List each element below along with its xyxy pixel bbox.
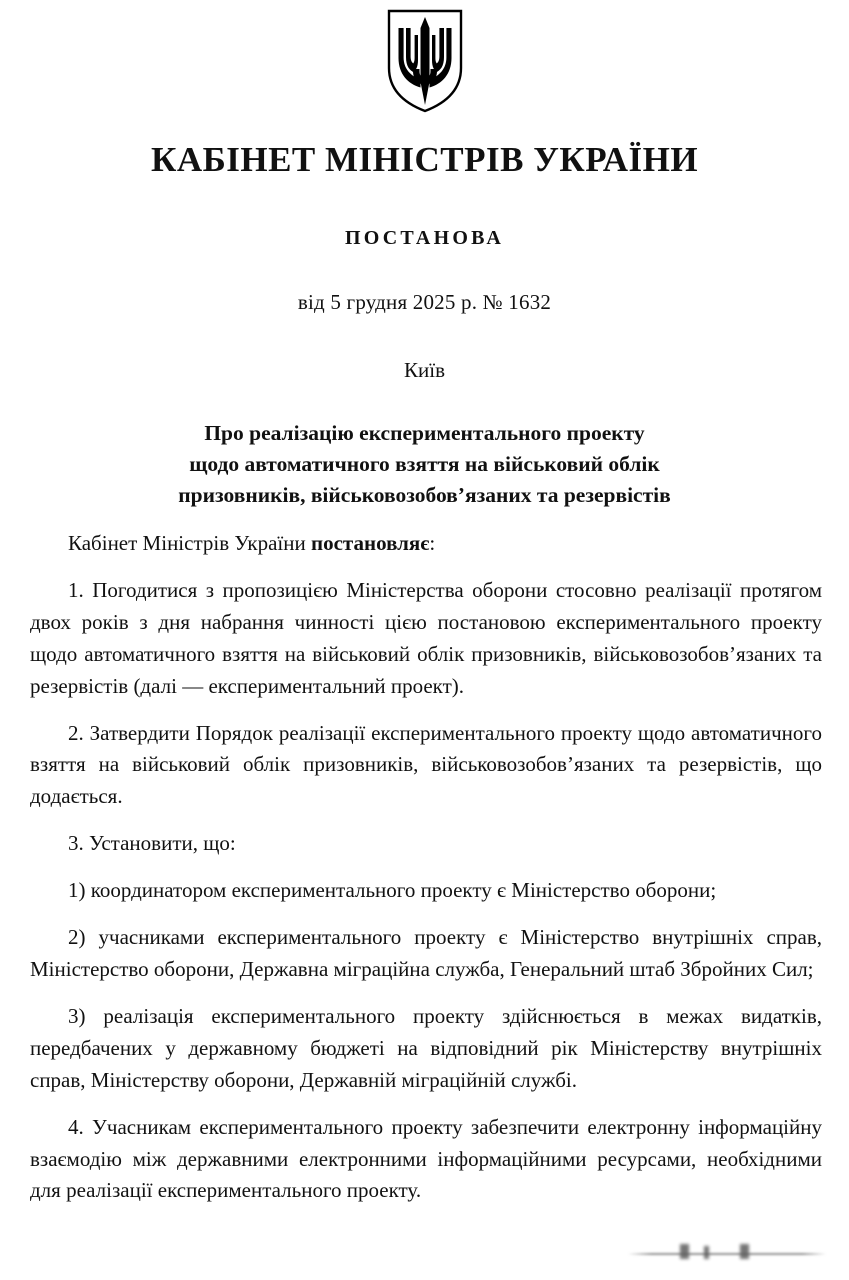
intro-emphasis: постановляє — [311, 531, 430, 555]
paragraph-3-item-1: 1) координатором експериментального проекту є Міністерство оборони; — [68, 878, 717, 903]
document-subject-heading — [0, 418, 849, 512]
smudge-bar-3 — [740, 1244, 749, 1259]
paragraph-2: 2. Затвердити Порядок реалізації експериментального проекту щодо автоматичного взяття на військовий облік призовників, військовозобов’язаних та резервістів, що додається. — [30, 720, 822, 809]
paragraph-4: 4. Учасникам експериментального проекту забезпечити електронну інформаційну взаємодію між державними електронними інформаційними ресурсами, необхідними для реалізації експериментального проекту. — [30, 1114, 822, 1203]
paragraph-3-item-3: 3) реалізація експериментального проекту здійснюється в межах видатків, передбачених у державному бюджеті на відповідний рік Міністерству внутрішніх справ, Міністерству оборони, Державній міграційній службі. — [30, 1003, 822, 1092]
document-body — [30, 528, 822, 1207]
emblem-container — [0, 8, 849, 114]
paragraph-3: 3. Установити, що: — [68, 831, 236, 856]
organization-title: КАБІНЕТ МІНІСТРІВ УКРАЇНИ — [150, 140, 699, 179]
smudge-bar-1 — [680, 1244, 689, 1259]
smudge-rule — [628, 1253, 826, 1255]
intro-lead: Кабінет Міністрів України — [68, 531, 311, 555]
subject-line-2: щодо автоматичного взяття на військовий облік — [189, 452, 660, 477]
subject-line-1: Про реалізацію експериментального проекту — [204, 421, 645, 445]
paragraph-3-item-2: 2) учасниками експериментального проекту є Міністерство внутрішніх справ, Міністерство оборони, Державна міграційна служба, Генеральний штаб Збройних Сил; — [30, 925, 822, 981]
document-city: Київ — [404, 358, 445, 383]
document-date-number: від 5 грудня 2025 р. № 1632 — [297, 290, 552, 315]
ukraine-coat-of-arms-tryzub-icon — [386, 8, 464, 114]
paragraph-1: 1. Погодитися з пропозицією Міністерства оборони стосовно реалізації протягом двох років з дня набрання чинності цією постановою експериментального проекту щодо автоматичного взяття на військовий облік призовників, військовозобов’язаних та резервістів (далі — експериментальний проект). — [30, 577, 822, 698]
document-type: ПОСТАНОВА — [344, 227, 505, 250]
document-header — [0, 140, 849, 383]
scan-artifact-smudge — [628, 1243, 826, 1261]
subject-line-3: призовників, військовозобов’язаних та резервістів — [178, 483, 671, 508]
intro-paragraph — [30, 528, 822, 560]
smudge-bar-2 — [704, 1246, 709, 1259]
intro-tail: : — [429, 531, 436, 555]
